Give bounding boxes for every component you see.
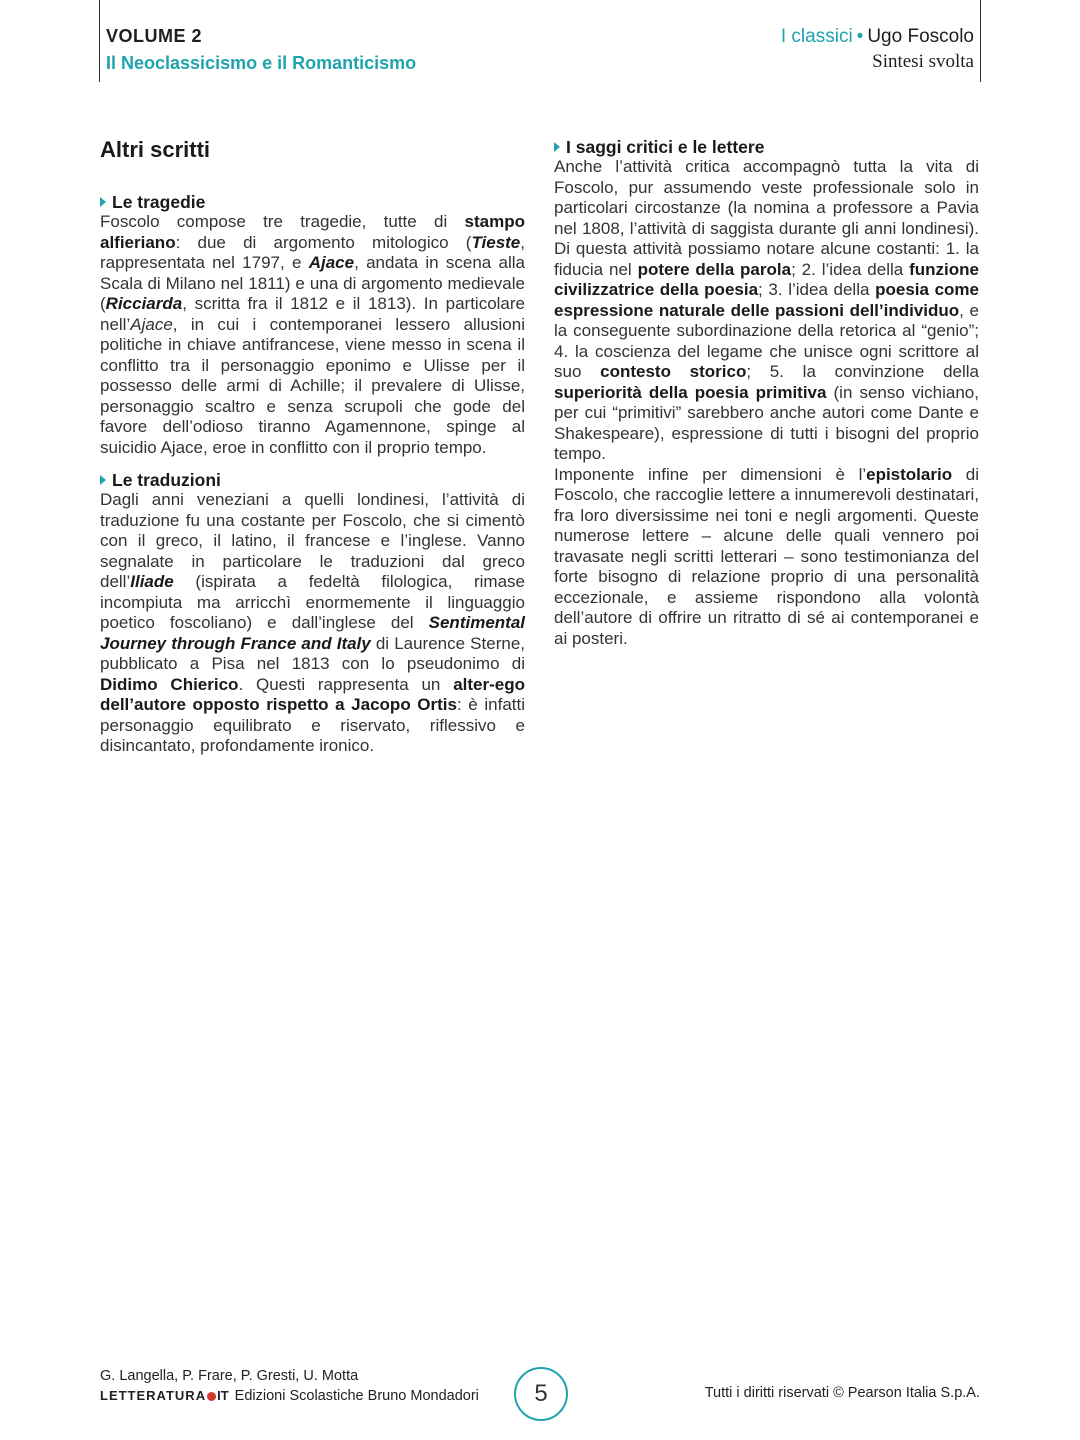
heading-tragedie-label: Le tragedie bbox=[112, 192, 206, 212]
brand-logo: LETTERATURA bbox=[100, 1388, 207, 1403]
triangle-bullet-icon bbox=[100, 197, 106, 207]
text: Imponente infine per dimensioni è l’ bbox=[554, 464, 867, 484]
text: (in senso vichiano, per cui “primitivi” sarebbero anche autori come Dante e Shakespeare), espressione di tutti i bisogni del proprio tempo. bbox=[554, 382, 979, 463]
emphasis: poesia come espressione naturale delle passioni dell’individuo bbox=[554, 280, 979, 320]
bullet-icon: • bbox=[856, 26, 864, 47]
emphasis: epistolario bbox=[866, 464, 953, 484]
section-title: Altri scritti bbox=[100, 137, 211, 162]
paragraph-epistolario bbox=[554, 465, 979, 650]
title-tieste: Tieste bbox=[471, 232, 521, 252]
text: , scritta fra il 1812 e il 1813). In particolare nell’ bbox=[100, 294, 525, 334]
triangle-bullet-icon bbox=[554, 142, 560, 152]
emphasis: funzione civilizzatrice della poesia bbox=[554, 259, 979, 299]
text: , rappresentata nel 1797, e bbox=[100, 232, 525, 272]
title-ajace: Ajace bbox=[308, 253, 355, 272]
emphasis: Didimo Chierico bbox=[100, 674, 239, 694]
heading-traduzioni bbox=[100, 470, 525, 490]
title-sentimental-journey: Sentimental Journey through France and Italy bbox=[100, 613, 525, 653]
summary-tag: Sintesi svolta bbox=[872, 51, 974, 72]
heading-tragedie bbox=[100, 192, 525, 212]
brand-dot-icon bbox=[207, 1392, 216, 1401]
title-ajace-inline: Ajace bbox=[130, 314, 173, 334]
heading-traduzioni-label: Le traduzioni bbox=[112, 470, 221, 490]
publisher-name: Edizioni Scolastiche Bruno Mondadori bbox=[234, 1388, 479, 1404]
text: , e la conseguente subordinazione della retorica al “genio”; 4. la coscienza del legame che unisce ogni scrittore al suo bbox=[554, 300, 979, 381]
author-name: Ugo Foscolo bbox=[867, 26, 974, 47]
emphasis: superiorità della poesia primitiva bbox=[554, 382, 827, 402]
footer-rights: Tutti i diritti riservati © Pearson Italia S.p.A. bbox=[704, 1385, 980, 1401]
series-line bbox=[781, 26, 974, 48]
paragraph-traduzioni bbox=[100, 490, 525, 757]
left-column bbox=[100, 136, 525, 757]
page-number: 5 bbox=[514, 1367, 568, 1421]
footer-credits bbox=[100, 1366, 479, 1406]
footer-publisher-line bbox=[100, 1386, 479, 1406]
right-column bbox=[554, 137, 979, 649]
text: ; 3. l’idea della bbox=[758, 280, 876, 299]
text: : due di argomento mitologico ( bbox=[175, 232, 472, 252]
heading-saggi-label: I saggi critici e le lettere bbox=[566, 137, 765, 157]
text: (ispirata a fedeltà filologica, rimase incompiuta ma arricchì enormemente il linguaggio poetico foscoliano) e dall’inglese del bbox=[100, 572, 525, 632]
text: . Questi rappresenta un bbox=[238, 674, 454, 694]
text: , in cui i contemporanei lessero allusioni politiche in chiave antifrancese, viene messo in scena il conflitto tra il personaggio eponimo e Ulisse per il possesso delle armi di Achille; il prevalere di Ulisse, personaggio scaltro e senza scrupoli che gode del favore dell’odioso tiranno Agamennone, spinge al suicidio Ajace, eroe in conflitto con il proprio tempo. bbox=[100, 314, 525, 457]
volume-subtitle: Il Neoclassicismo e il Romanticismo bbox=[106, 53, 417, 73]
text: : è infatti personaggio equilibrato e riservato, riflessivo e disincantato, profondamente ironico. bbox=[100, 695, 525, 755]
emphasis: potere della parola bbox=[637, 259, 792, 279]
text: Dagli anni veneziani a quelli londinesi, l’attività di traduzione fu una costante per Foscolo, che si cimentò con il greco, il latino, il francese e l’inglese. Vanno segnalate in particolare le traduzioni dal greco dell’ bbox=[100, 490, 525, 591]
header-left bbox=[99, 0, 417, 82]
text: Anche l’attività critica accompagnò tutta la vita di Foscolo, pur assumendo veste professionale solo in particolari circostanze (la nomina a professore a Pavia nel 1808, l’attività di saggista durante gli anni londinesi). Di questa attività possiamo notare alcune costanti: 1. la fiducia nel bbox=[554, 157, 979, 279]
title-ricciarda: Ricciarda bbox=[105, 294, 183, 313]
paragraph-saggi bbox=[554, 157, 979, 465]
text: , andata in scena alla Scala di Milano nel 1811) e una di argomento medievale ( bbox=[100, 253, 525, 313]
series-name: I classici bbox=[780, 26, 853, 47]
footer-authors: G. Langella, P. Frare, P. Gresti, U. Motta bbox=[100, 1368, 359, 1384]
paragraph-tragedie bbox=[100, 212, 525, 458]
triangle-bullet-icon bbox=[100, 475, 106, 485]
volume-label: VOLUME 2 bbox=[106, 26, 203, 46]
text: ; 2. l’idea della bbox=[791, 259, 910, 279]
title-iliade: Iliade bbox=[130, 572, 174, 591]
brand-suffix: IT bbox=[217, 1388, 229, 1403]
text: Foscolo compose tre tragedie, tutte di bbox=[100, 212, 465, 231]
emphasis: stampo alfieriano bbox=[100, 212, 525, 252]
text: ; 5. la convinzione della bbox=[746, 362, 979, 381]
emphasis: alter-ego dell’autore opposto rispetto a Jacopo Ortis bbox=[100, 674, 525, 714]
heading-saggi bbox=[554, 137, 979, 157]
text: di Foscolo, che raccoglie lettere a innumerevoli destinatari, fra loro diversissime nei toni e negli argomenti. Queste numerose lettere – alcune delle quali vennero poi travasate negli scritti letterari – sono testimonianza del forte bisogno di relazione proprio di una personalità eccezionale, e assieme rispondono alla volontà dell’autore di offrire un ritratto di sé ai contemporanei e ai posteri. bbox=[554, 464, 979, 648]
text: di Laurence Sterne, pubblicato a Pisa nel 1813 con lo pseudonimo di bbox=[100, 633, 525, 673]
header-right bbox=[674, 0, 981, 82]
emphasis: contesto storico bbox=[600, 362, 747, 381]
